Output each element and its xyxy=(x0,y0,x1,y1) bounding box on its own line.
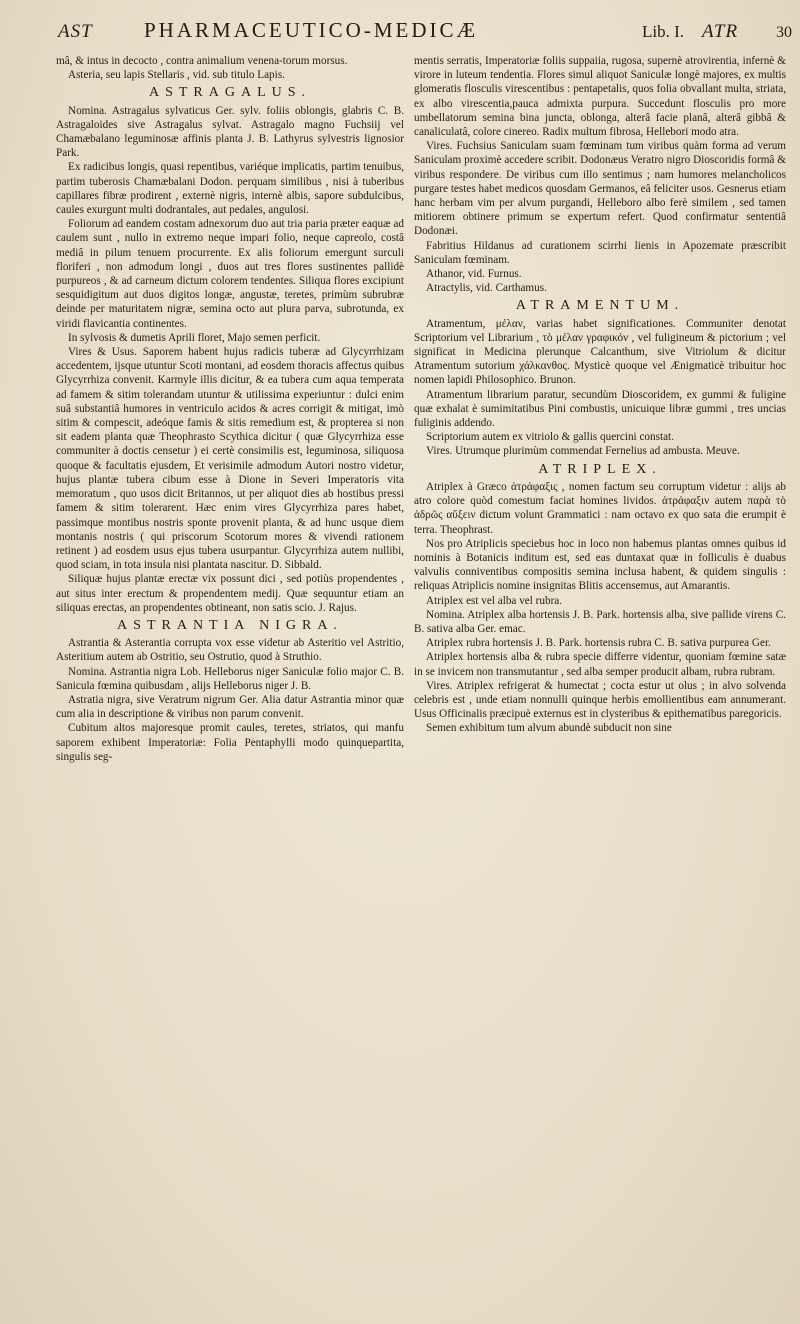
paragraph: Vires & Usus. Saporem habent hujus radicis tuberæ ad Glycyrrhizam accedentem, ijsque utuntur Scoti montani, ad eosdem thoracis affectus quibus Glycyrrhiza convenit. Karmyle illis dicitur, & ea tubera cum aqua temperata ad famem & sitim tolerandam utuntur & utilissima experiuntur : dulci enim suâ substantiâ humores in ventriculo acidos & acres corrigit & mitigat, imò sitim & compescit, adeóque famis & sitis remedium est, & propterea si non sit eadem planta quæ Theophrasto Scythica dicitur ( quæ Glycyrrhiza esse communiter à doctis censetur ) ei certè consimilis est, leguminosa, siliquosa quoque & facultatis ejusdem, Et verisimile admodum Autori nostro videtur, hujus plantæ tubera cibum esse à Dione in Severi Imperatoris vita memoratum , quo usos dicit Britannos, ut per aliquot dies ab hostibus pressi famem & sitim tolerarent. Hæc enim vires Glycyrrhiza pares habet, passimque montibus nostris sponte provenit planta, & ad hunc usque diem montanis nostris ( qui priscorum Scotorum mores & vivendi rationem retinent ) ad eosdem usus ejus tubera usurpantur. Glycyrrhiza autem nullibi, quod sciam, in tota insula nisi plantata nascitur. D. Sibbald. xyxy=(56,346,404,572)
paragraph: Atramentum librarium paratur, secundùm Dioscoridem, ex gummi & fuligine quæ exhalat è sumimitatibus Pini combustis, unicuique libræ gummi , tres uncias fuliginis addendo. xyxy=(414,388,786,430)
running-header xyxy=(58,18,792,48)
left-text-column xyxy=(56,54,404,764)
paragraph: Athanor, vid. Furnus. xyxy=(426,268,522,281)
section-heading: ASTRAGALUS. xyxy=(148,85,312,101)
section-heading: ATRAMENTUM. xyxy=(515,298,685,314)
paragraph: mentis serratis, Imperatoriæ foliis suppaiia, rugosa, supernè atrovirentia, infernè & virore in luteum tendentia. Flores simul aliquot Saniculæ longè majores, ex multis glomeratis flosculis virescentibus : pentapetalis, quos folia obvallant multa, striata, ex albo virescentia,pauca admixta purpura. Succedunt flosculis pro more umbellatorum semina bina juncta, oblonga, alterâ facie planâ, alterâ gibbâ & canaliculatâ, colore cinereo. Radix multum fibrosa, Hellebori modo atra. xyxy=(414,55,786,139)
paragraph: Scriptorium autem ex vitriolo & gallis quercini constat. xyxy=(426,431,674,444)
right-text-column xyxy=(414,54,786,736)
paragraph: Atriplex est vel alba vel rubra. xyxy=(426,594,563,607)
paragraph: Nomina. Atriplex alba hortensis J. B. Park. hortensis alba, sive pallide virens C. B. sativa alba Ger. emac. xyxy=(414,608,786,635)
section-heading: ATRIPLEX. xyxy=(538,461,662,477)
paragraph: Semen exhibitum tum alvum abundè subducit non sine xyxy=(426,722,672,735)
paragraph: Atriplex hortensis alba & rubra specie differre videntur, quoniam fœmine satæ in se invicem non transmutantur , sed alba semper producit albam, rubra rubram. xyxy=(414,651,786,678)
paragraph: Cubitum altos majoresque promit caules, teretes, striatos, qui manfu saporem exhibent Imperatoriæ: Folia Pentaphylli modo quinquepartita, singulis seg- xyxy=(56,722,404,763)
paragraph: Astrantia & Asterantia corrupta vox esse videtur ab Asteritio vel Astritio, Asteritium autem ab Ostritio, seu Ostrutio, quod à Struthio. xyxy=(56,637,404,664)
header-right-catchword: ATR xyxy=(702,21,739,42)
paragraph: Siliquæ hujus plantæ erectæ vix possunt dici , sed potiùs propendentes , aut situs inter erectum & propendentem medij. Quæ sequuntur etiam an siliquas erectas, an propendentes obtineant, non satis scio. J. Rajus. xyxy=(56,573,404,614)
paragraph: Atractylis, vid. Carthamus. xyxy=(426,282,547,295)
paragraph: mâ, & intus in decocto , contra animalium venena-torum morsus. xyxy=(56,55,348,67)
paragraph: Fabritius Hildanus ad curationem scirrhi lienis in Apozemate præscribit Saniculam fœminam. xyxy=(414,239,786,266)
header-title: PHARMACEUTICO-MEDICÆ xyxy=(144,18,479,42)
paragraph: Nos pro Atriplicis speciebus hoc in loco non habemus plantas omnes quibus id nominis à Botanicis inditum est, sed eas duntaxat quæ in folliculis è duabus valvulis conniventibus compositis semina inclusa habent, & quidem singulis : reliquas Atriplicis nomine insignitas Blitis accensemus, aut Amarantis. xyxy=(414,537,786,593)
header-book-number: Lib. I. xyxy=(642,22,685,41)
paragraph: Atriplex à Græco ἀτράφαξις , nomen factum seu corruptum videtur : alijs ab atro colore quòd comestum faciat homines lividos. ἀτράφαξιν autem παρὰ τὸ ἁδρῶς αὔξειν dictum volunt Grammatici : nam octavo ex quo sata die erumpit è terra. Theophrast. xyxy=(414,480,786,536)
paragraph: In sylvosis & dumetis Aprili floret, Majo semen perficit. xyxy=(68,331,321,344)
section-heading: ASTRANTIA NIGRA. xyxy=(117,617,343,633)
paragraph: Foliorum ad eandem costam adnexorum duo aut tria paria præter eaquæ ad caulem sunt , nullo in extremo neque impari folio, neque capreolo, costâ mediâ in pilum tenuem procurrente. Ex alis foliorum emergunt surculi floriferi , non admodum longi , duos aut tres flores sustinentes pallidè purpureos , & ad carneum dictum colorem tendentes. Siliqua flores excipiunt sesquidigitum aut duos digitos longæ, angustæ, teretes, primùm subrubræ deinde per maturitatem nigræ, semina octo aut plura parva, subrotunda, ex viridi flavicantia continentes. xyxy=(56,218,404,330)
paragraph: Vires. Utrumque plurimùm commendat Fernelius ad ambusta. Meuve. xyxy=(426,445,740,458)
paragraph: Vires. Atriplex refrigerat & humectat ; cocta estur ut olus ; in alvo solvenda celebris est , unde etiam nonnulli quinque herbis emollientibus eam annumerant. Usus Officinalis præcipuè externus est in clysteribus & epithematibus paregoricis. xyxy=(414,679,786,721)
paragraph: Atramentum, μέλαν, varias habet significationes. Communiter denotat Scriptorium vel Librarium , τὸ μέλαν γραφικόν , vel fuligineum & pictorium ; vel significat in Medicina plerunque Calcanthum, sive Vitriolum & dicitur Atramentum sutorium χάλκανθος. Mysticè quoque vel Ænigmaticè tribuitur hoc nomen lapidi Philosophico. Brunon. xyxy=(414,317,786,387)
paragraph: Nomina. Astrantia nigra Lob. Helleborus niger Saniculæ folio major C. B. Sanicula fœmina quibusdam , alijs Helleborus niger J. B. xyxy=(56,665,404,692)
page-number: 30 xyxy=(776,24,792,41)
paragraph: Atriplex rubra hortensis J. B. Park. hortensis rubra C. B. sativa purpurea Ger. xyxy=(426,637,771,650)
paragraph: Astratia nigra, sive Veratrum nigrum Ger. Alia datur Astrantia minor quæ cum alia in descriptione & viribus non parum convenit. xyxy=(56,693,404,721)
header-left-catchword: AST xyxy=(58,21,93,42)
paragraph: Vires. Fuchsius Saniculam suam fœminam tum viribus quàm forma ad verum Saniculam proximè accedere scribit. Dodonæus Veratro nigro Dioscoridis formâ & viribus respondere. De viribus cum illo sentimus ; nam humores melancholicos purgare testes habet medicos quosdam Germanos, eâ feliciter usos. Gesnerus etiam hanc herbam vim per alvum purgandi, Helleboro albo ferè similem , sed tamen mitiorem obtinere primum se expertum refert. Quod confirmatur sententiâ Dodonæi. xyxy=(414,140,786,238)
paragraph: Ex radicibus longis, quasi repentibus, variéque implicatis, partim tenuibus, partim tuberosis Chamæbalani Dodon. perquam similibus , nisi à tuberibus capillares fibræ prodirent , externè nigris, internè albis, sapore subdulcibus, caules exurgunt multi dodrantales, aut pedales, angulosi. xyxy=(56,161,404,217)
paragraph: Asteria, seu lapis Stellaris , vid. sub titulo Lapis. xyxy=(68,69,285,82)
paragraph: Nomina. Astragalus sylvaticus Ger. sylv. foliis oblongis, glabris C. B. Astragaloides sive Astragalus sylvat. Astragalo magno Fuchsiij vel Chamæbalano leguminosæ affinis planta J. B. Lathyrus sylvestris lignosior Park. xyxy=(56,104,404,160)
